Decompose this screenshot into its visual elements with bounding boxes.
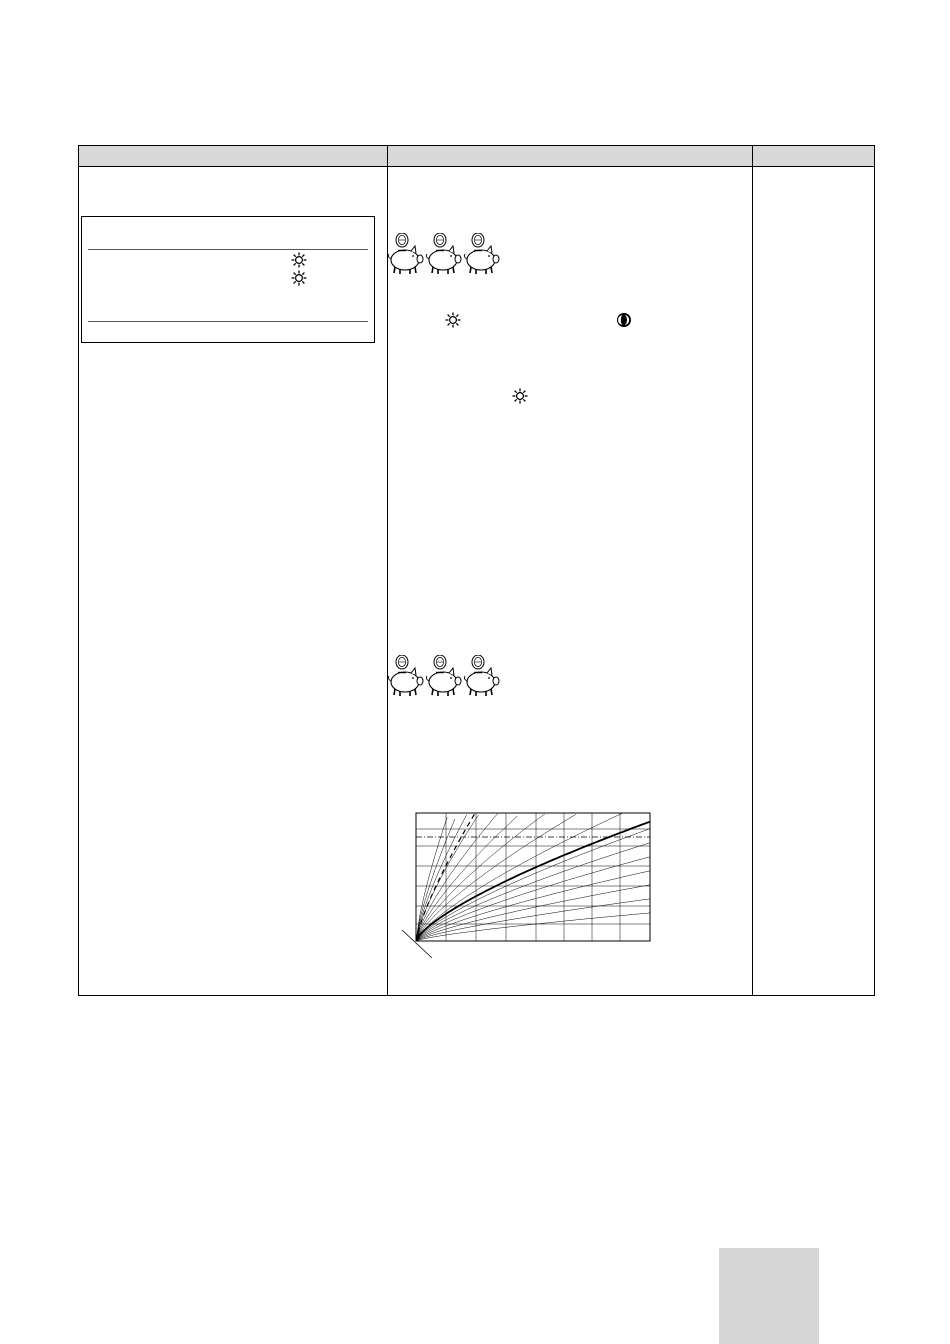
column-divider-2 — [752, 146, 753, 995]
heating-curve — [416, 815, 467, 941]
piggy-bank-row-2 — [388, 655, 506, 699]
chart-curves — [402, 813, 650, 958]
piggy-bank-row-1 — [388, 233, 506, 277]
piggy-bank-coin-icon — [464, 655, 499, 696]
piggy-bank-coin-icon — [426, 233, 461, 274]
sun-icon — [445, 312, 461, 328]
heating-curve — [416, 899, 650, 941]
piggy-bank-coin-icon — [388, 655, 423, 696]
piggy-bank-coin-icon — [426, 655, 461, 696]
chart-grid — [416, 813, 650, 941]
heating-curve — [416, 813, 623, 941]
heating-curve-chart — [396, 808, 658, 966]
page-corner-tab — [719, 1248, 819, 1344]
settings-box — [81, 216, 375, 343]
heating-curve — [416, 815, 478, 941]
piggy-bank-coin-icon — [464, 233, 499, 274]
sun-icon — [291, 252, 307, 268]
half-moon-icon — [616, 312, 632, 328]
sun-icon — [512, 388, 528, 404]
box-bottom-rule — [88, 321, 368, 322]
heating-curve — [416, 816, 517, 941]
box-top-rule — [88, 249, 368, 250]
heating-curve-highlighted — [416, 822, 650, 941]
heating-curve-dashed — [416, 814, 475, 941]
piggy-bank-coin-icon — [388, 233, 423, 274]
table-header-row — [79, 146, 874, 167]
sun-icon — [291, 270, 307, 286]
chart-frame — [416, 813, 650, 941]
